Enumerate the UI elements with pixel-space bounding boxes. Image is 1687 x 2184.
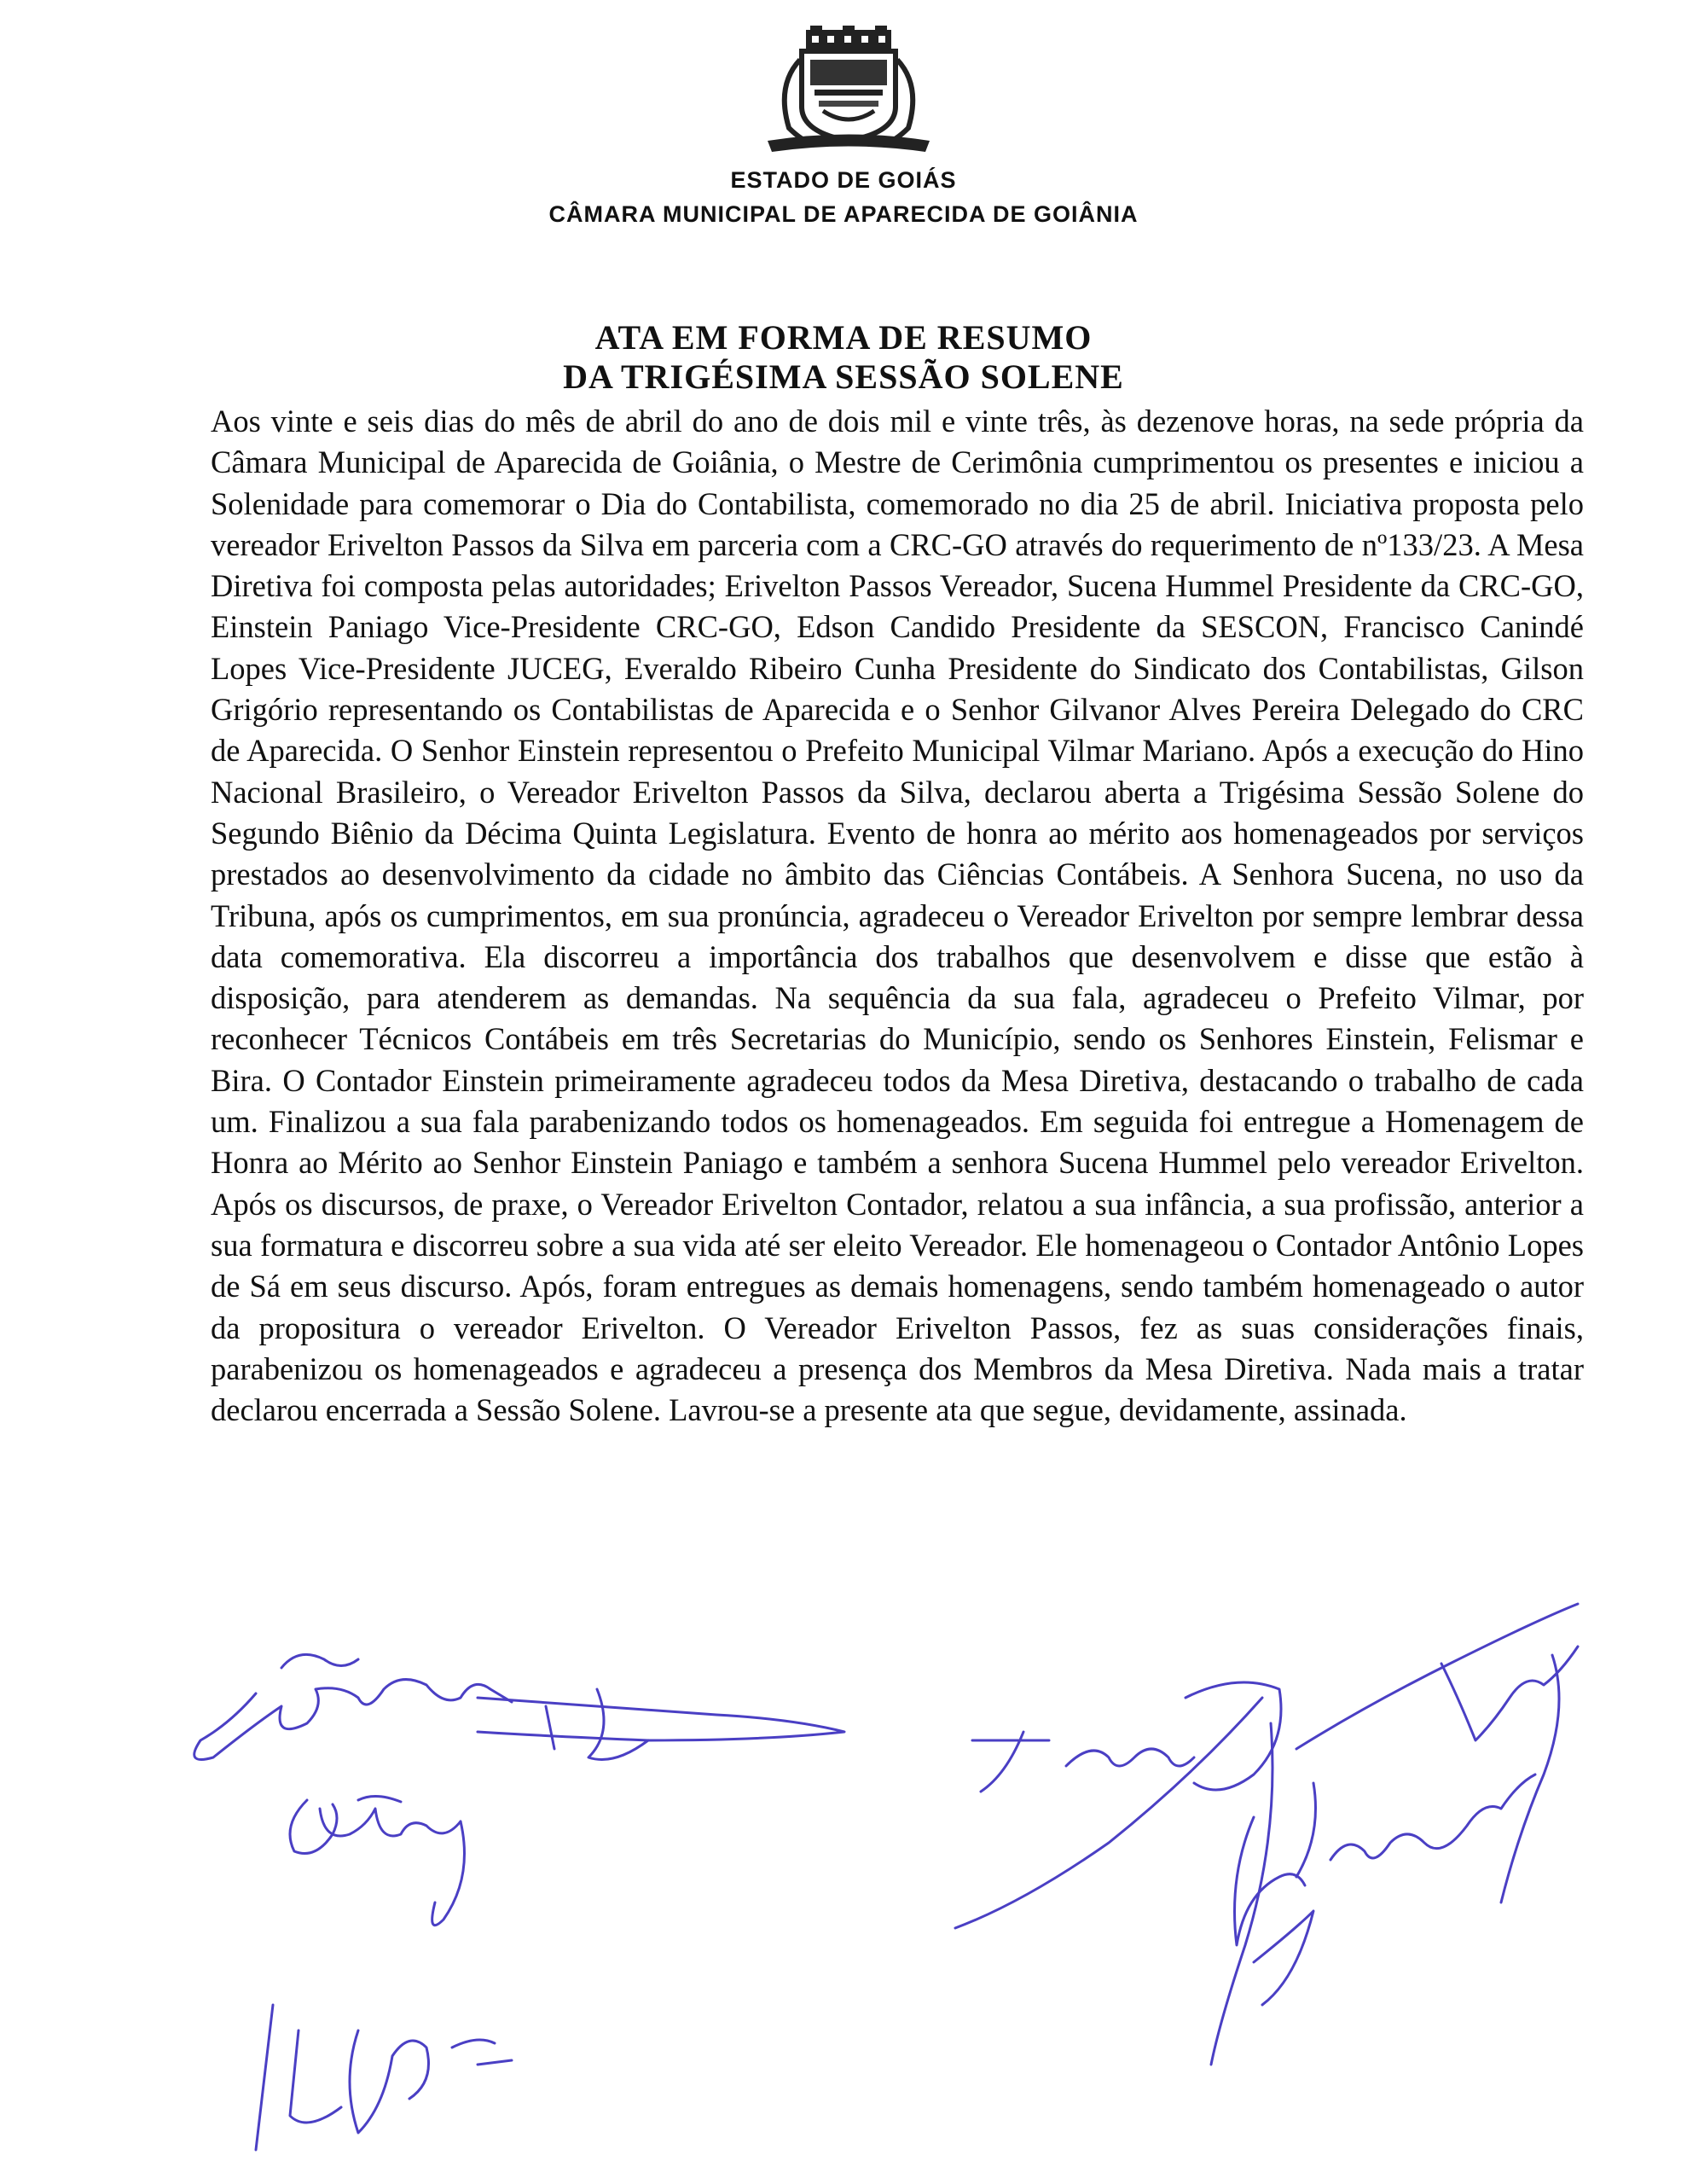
municipal-crest-icon [759,26,938,154]
chamber-heading: CÂMARA MUNICIPAL DE APARECIDA DE GOIÂNIA [548,201,1139,227]
minutes-body [211,401,1584,1431]
state-heading: ESTADO DE GOIÁS [730,167,957,193]
signature-3-icon [256,2005,512,2150]
document-title-line1: ATA EM FORMA DE RESUMO [594,318,1093,357]
signature-1-icon [194,1654,844,1759]
document-title-line2: DA TRIGÉSIMA SESSÃO SOLENE [563,357,1124,396]
signature-4-icon [955,1604,1578,2065]
minutes-paragraph: Aos vinte e seis dias do mês de abril do ano de dois mil e vinte três, às dezenove horas, na sede própria da Câmara Municipal de Aparecida de Goiânia, o Mestre de Cerimônia cumprimentou os presentes e iniciou a Solenidade para comemorar o Dia do Contabilista, comemorado no dia 25 de abril. Iniciativa proposta pelo vereador Erivelton Passos da Silva em parceria com a CRC-GO através do requerimento de nº133/23. A Mesa Diretiva foi composta pelas autoridades; Erivelton Passos Vereador, Sucena Hummel Presidente da CRC-GO, Einstein Paniago Vice-Presidente CRC-GO, Edson Candido Presidente da SESCON, Francisco Canindé Lopes Vice-Presidente JUCEG, Everaldo Ribeiro Cunha Presidente do Sindicato dos Contabilistas, Gilson Grigório representando os Contabilistas de Aparecida e o Senhor Gilvanor Alves Pereira Delegado do CRC de Aparecida. O Senhor Einstein representou o Prefeito Municipal Vilmar Mariano. Após a execução do Hino Nacional Brasileiro, o Vereador Erivelton Passos da Silva, declarou aberta a Trigésima Sessão Solene do Segundo Biênio da Décima Quinta Legislatura. Evento de honra ao mérito aos homenageados por serviços prestados ao desenvolvimento da cidade no âmbito das Ciências Contábeis. A Senhora Sucena, no uso da Tribuna, após os cumprimentos, em sua pronúncia, agradeceu o Vereador Erivelton por sempre lembrar dessa data comemorativa. Ela discorreu a importância dos trabalhos que desenvolvem e disse que estão à disposição, para atenderem as demandas. Na sequência da sua fala, agradeceu o Prefeito Vilmar, por reconhecer Técnicos Contábeis em três Secretarias do Município, sendo os Senhores Einstein, Felismar e Bira. O Contador Einstein primeiramente agradeceu todos da Mesa Diretiva, destacando o trabalho de cada um. Finalizou a sua fala parabenizando todos os homenageados. Em seguida foi entregue a Homenagem de Honra ao Mérito ao Senhor Einstein Paniago e também a senhora Sucena Hummel pelo vereador Erivelton. Após os discursos, de praxe, o Vereador Erivelton Contador, relatou a sua infância, a sua profissão, anterior a sua formatura e discorreu sobre a sua vida até ser eleito Vereador. Ele homenageou o Contador Antônio Lopes de Sá em seus discurso. Após, foram entregues as demais homenagens, sendo também homenageado o autor da propositura o vereador Erivelton. O Vereador Erivelton Passos, fez as suas considerações finais, parabenizou os homenageados e agradeceu a presença dos Membros da Mesa Diretiva. Nada mais a tratar declarou encerrada a Sessão Solene. Lavrou-se a presente ata que segue, devidamente, assinada. [211,404,1584,1428]
signature-5-icon [1235,1647,1579,2005]
signature-2-icon [290,1796,465,1925]
